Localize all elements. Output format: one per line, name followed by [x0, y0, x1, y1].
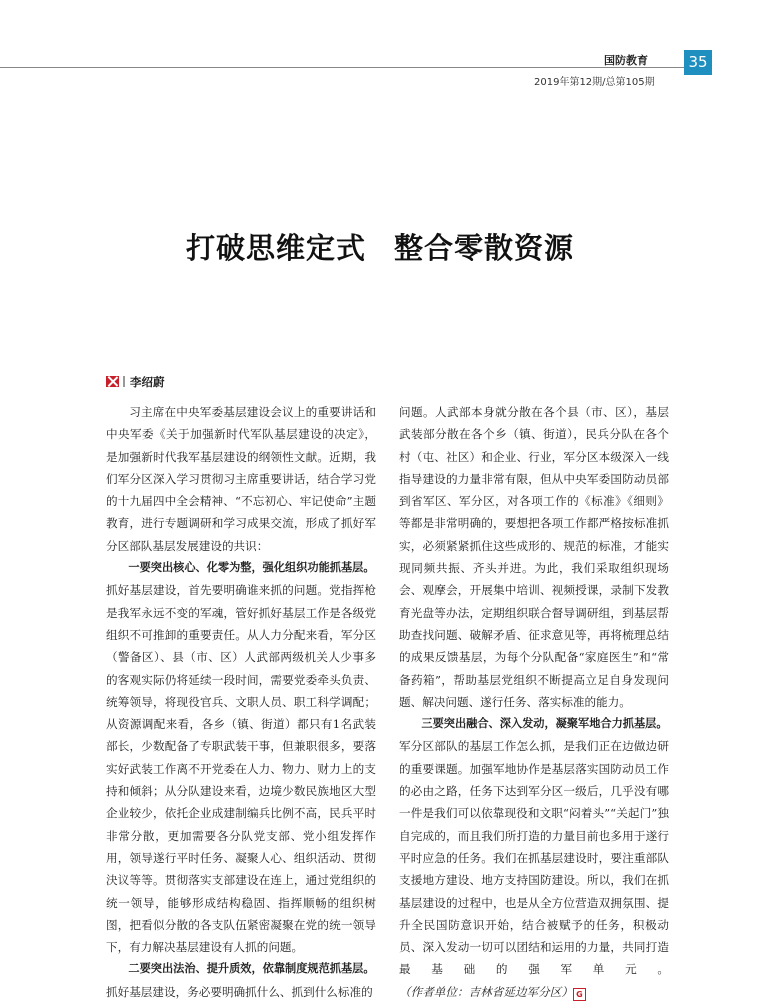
title-part-1: 打破思维定式	[185, 231, 366, 265]
author-divider	[123, 376, 125, 387]
page-number-badge: 35	[684, 50, 712, 75]
journal-name: 国防教育	[604, 54, 648, 67]
issue-info: 2019年第12期/总第105期	[534, 77, 655, 88]
author-affiliation: （作者单位：吉林省延边军分区）	[399, 984, 573, 999]
title-part-2: 整合零散资源	[394, 231, 575, 265]
left-column	[106, 401, 376, 1003]
author-mark-icon	[106, 376, 119, 387]
paragraph-text: 军分区部队的基层工作怎么抓，是我们正在边做边研的重要课题。加强军地协作是基层落实国防动员工作的必由之路，任务下达到军分区一级后，几乎没有哪一件是我们可以依靠现役和文职“闷着头”“关起门”独自完成的，而且我们所打造的力量目前也多用于遂行平时应急的任务。我们在抓基层建设时，要注重部队支援地方建设、地方支持国防建设。所以，我们在抓基层建设的过程中，也是从全方位营造双拥氛围、提升全民国防意识开始，结合被赋予的任务，积极动员、深入发动一切可以团结和运用的力量，共同打造最基础的强军单元。	[399, 739, 669, 977]
header-rule	[0, 67, 684, 68]
paragraph: 问题。人武部本身就分散在各个县（市、区），基层武装部分散在各个乡（镇、街道），民兵分队在各个村（屯、社区）和企业、行业，军分区本级深入一线指导建设的力量非常有限，但从中央军委国防动员部到省军区、军分区，对各项工作的《标准》《细则》等都是非常明确的，要想把各项工作都严格按标准抓实，必须紧紧抓住这些成形的、规范的标准，才能实现同频共振、齐头并进。为此，我们采取组织现场会、观摩会，开展集中培训、视频授课，录制下发教育光盘等办法，定期组织联合督导调研组，到基层帮助查找问题、破解矛盾、征求意见等，再将梳理总结的成果反馈基层，为每个分队配备“家庭医生”和“常备药箱”，帮助基层党组织不断提高立足自身发现问题、解决问题、遂行任务、落实标准的能力。	[399, 405, 669, 709]
paragraph: 抓好基层建设，首先要明确谁来抓的问题。党指挥枪是我军永远不变的军魂，管好抓好基层工作是各级党组织不可推卸的重要责任。从人力分配来看，军分区（警备区）、县（市、区）人武部两级机关人少事多的客观实际仍将延续一段时间，需要党委牵头负责、统筹领导，将现役官兵、文职人员、职工科学调配；从资源调配来看，各乡（镇、街道）都只有1名武装部长，少数配备了专职武装干事，但兼职很多，要落实好武装工作离不开党委在人力、物力、财力上的支持和倾斜；从分队建设来看，边境少数民族地区大型企业较少，依托企业成建制编兵比例不高，民兵平时非常分散，更加需要各分队党支部、党小组发挥作用，领导遂行平时任务、凝聚人心、组织活动、贯彻決议等等。贯彻落实支部建设在连上，通过党组织的统一领导，能够形成结构稳固、指挥顺畅的组织树图，把看似分散的各支队伍紧密凝聚在党的统一领导下，有力解决基层建设有人抓的问题。	[106, 583, 376, 955]
section-heading-1: 一要突出核心、化零为整，强化组织功能抓基层。	[128, 561, 375, 575]
paragraph	[399, 735, 669, 1003]
right-column	[399, 401, 669, 1003]
paragraph: 习主席在中央军委基层建设会议上的重要讲话和中央军委《关于加强新时代军队基层建设的决定》，是加强新时代我军基层建设的纲领性文献。近期，我们军分区深入学习贯彻习主席重要讲话，结合学习党的十九届四中全会精神、“不忘初心、牢记使命”主题教育，进行专题调研和学习成果交流，形成了抓好军分区部队基层发展建设的共识：	[106, 405, 376, 553]
author-name: 李绍蔚	[130, 375, 165, 389]
end-mark-icon: G	[573, 988, 586, 1001]
section-heading-3: 三要突出融合、深入发动，凝聚军地合力抓基层。	[421, 717, 668, 731]
author-line	[106, 374, 165, 390]
paragraph: 抓好基层建设，务必要明确抓什么、抓到什么标准的	[106, 984, 373, 999]
section-heading-2: 二要突出法治、提升质效，依靠制度规范抓基层。	[128, 962, 375, 976]
article-title	[0, 226, 760, 267]
